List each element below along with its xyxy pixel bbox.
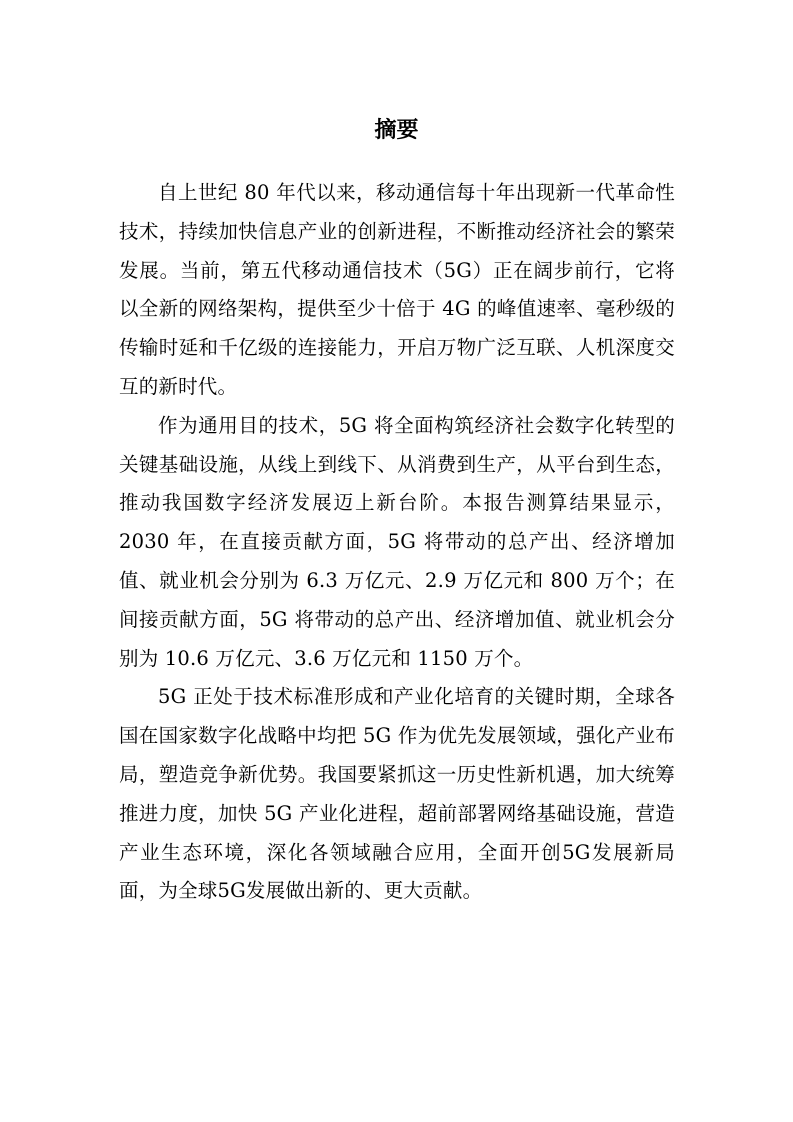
document-body: [119, 174, 675, 911]
paragraph-3: 5G 正处于技术标准形成和产业化培育的关键时期，全球各国在国家数字化战略中均把 5G 作为优先发展领域，强化产业布局，塑造竞争新优势。我国要紧抓这一历史性新机遇，加大统筹推进力度，加快 5G 产业化进程，超前部署网络基础设施，营造产业生态环境，深化各领域融合应用，全面开创5G发展新局面，为全球5G发展做出新的、更大贡献。: [119, 685, 675, 903]
page-title: 摘要: [374, 118, 419, 143]
paragraph-2: 作为通用目的技术，5G 将全面构筑经济社会数字化转型的关键基础设施，从线上到线下、从消费到生产，从平台到生态，推动我国数字经济发展迈上新台阶。本报告测算结果显示，2030 年，在直接贡献方面，5G 将带动的总产出、经济增加值、就业机会分别为 6.3 万亿元、2.9 万亿元和 800 万个；在间接贡献方面，5G 将带动的总产出、经济增加值、就业机会分别为 10.6 万亿元、3.6 万亿元和 1150 万个。: [119, 413, 675, 670]
paragraph-1: 自上世纪 80 年代以来，移动通信每十年出现新一代革命性技术，持续加快信息产业的创新进程，不断推动经济社会的繁荣发展。当前，第五代移动通信技术（5G）正在阔步前行，它将以全新的网络架构，提供至少十倍于 4G 的峰值速率、毫秒级的传输时延和千亿级的连接能力，开启万物广泛互联、人机深度交互的新时代。: [119, 181, 675, 398]
